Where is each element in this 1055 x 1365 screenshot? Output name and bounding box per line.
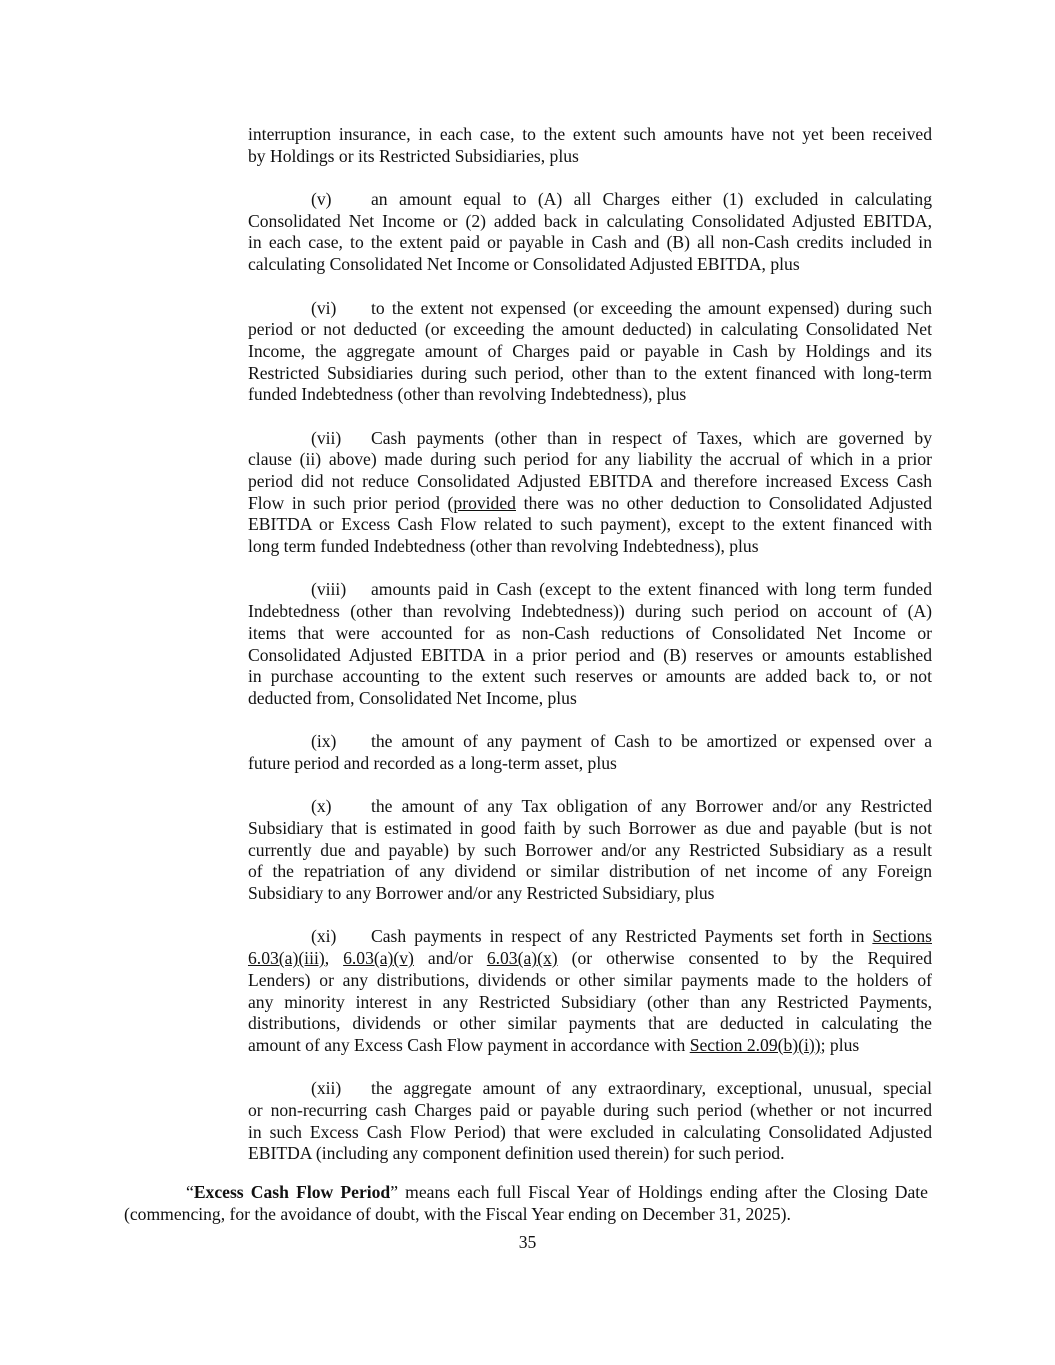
clause-paragraph bbox=[248, 298, 932, 406]
clause-number: (xi) bbox=[311, 926, 337, 947]
text-line bbox=[248, 818, 932, 840]
clause-number: (xii) bbox=[311, 1078, 342, 1099]
text-line bbox=[248, 363, 932, 385]
clause-number: (viii) bbox=[311, 579, 347, 600]
text-segment: the amount of any payment of Cash to be amortized or expensed over a bbox=[371, 731, 932, 752]
text-line bbox=[248, 840, 932, 862]
text-segment: , bbox=[324, 948, 344, 969]
text-line bbox=[248, 428, 932, 450]
text-segment: Subsidiary that is estimated in good faith by such Borrower as due and payable (but is not bbox=[248, 818, 932, 838]
text-line bbox=[248, 1143, 932, 1165]
text-segment: and/or bbox=[413, 948, 487, 969]
text-segment: there was no other deduction to Consolidated Adjusted bbox=[515, 492, 932, 513]
text-line bbox=[248, 254, 932, 276]
text-segment: of the repatriation of any dividend or similar distribution of net income of any Foreign bbox=[248, 861, 932, 882]
text-segment: deducted from, Consolidated Net Income, plus bbox=[248, 687, 577, 708]
text-line bbox=[248, 232, 932, 254]
text-segment: amounts paid in Cash (except to the extent financed with long term funded bbox=[371, 579, 932, 600]
cross-reference: 6.03(a)(iii) bbox=[248, 948, 325, 969]
text-line bbox=[248, 189, 932, 211]
text-segment: EBITDA (including any component definition used therein) for such period. bbox=[248, 1143, 785, 1164]
text-line bbox=[248, 1122, 932, 1144]
text-segment: period did not reduce Consolidated Adjusted EBITDA and therefore increased Excess Cash bbox=[248, 471, 932, 491]
clause-number: (x) bbox=[311, 796, 332, 817]
text-segment: in such Excess Cash Flow Period) that were excluded in calculating Consolidated Adjusted bbox=[248, 1121, 932, 1142]
text-segment: EBITDA or Excess Cash Flow related to such payment), except to the extent financed with bbox=[248, 514, 932, 535]
text-segment: amount of any Excess Cash Flow payment in accordance with bbox=[248, 1034, 690, 1055]
text-line bbox=[248, 970, 932, 992]
text-line bbox=[248, 384, 932, 406]
text-segment: ; plus bbox=[820, 1034, 860, 1055]
text-line bbox=[248, 449, 932, 471]
text-line bbox=[248, 753, 932, 775]
text-segment: long term funded Indebtedness (other than revolving Indebtedness), plus bbox=[248, 536, 759, 557]
clause-paragraph bbox=[248, 579, 932, 709]
cross-reference: Section 2.09(b)(i)) bbox=[689, 1034, 821, 1055]
clause-number: (v) bbox=[311, 189, 332, 210]
text-segment: an amount equal to (A) all Charges either (1) excluded in calculating bbox=[371, 189, 932, 210]
text-segment: the aggregate amount of any extraordinary, exceptional, unusual, special bbox=[371, 1078, 932, 1099]
text-segment: Restricted Subsidiaries during such period, other than to the extent financed with long-term bbox=[248, 362, 932, 383]
text-line bbox=[248, 319, 932, 341]
clause-paragraph bbox=[248, 189, 932, 276]
text-line bbox=[248, 146, 932, 168]
text-segment: the amount of any Tax obligation of any Borrower and/or any Restricted bbox=[371, 796, 932, 817]
clause-number: (ix) bbox=[311, 731, 337, 752]
text-line bbox=[248, 1100, 932, 1122]
defined-term: Excess Cash Flow Period bbox=[193, 1182, 391, 1202]
page-number: 35 bbox=[518, 1232, 537, 1252]
text-segment: calculating Consolidated Net Income or Consolidated Adjusted EBITDA, plus bbox=[248, 254, 800, 275]
text-line bbox=[248, 1078, 932, 1100]
text-line bbox=[248, 926, 932, 948]
definition-paragraph bbox=[124, 1182, 928, 1225]
text-segment: (commencing, for the avoidance of doubt, with the Fiscal Year ending on December 31, 2025). bbox=[124, 1203, 791, 1224]
text-segment: by Holdings or its Restricted Subsidiaries, plus bbox=[248, 145, 579, 166]
clause-paragraph bbox=[248, 1078, 932, 1165]
clause-paragraph bbox=[248, 428, 932, 558]
text-line bbox=[248, 883, 932, 905]
text-segment: Lenders) or any distributions, dividends or other similar payments made to the holders of bbox=[248, 969, 932, 990]
text-segment: Indebtedness (other than revolving Indebtedness)) during such period on account of (A) bbox=[248, 601, 932, 622]
text-segment: interruption insurance, in each case, to the extent such amounts have not yet been received bbox=[248, 124, 932, 144]
text-line bbox=[248, 861, 932, 883]
clause-paragraph bbox=[248, 796, 932, 904]
text-segment: ” means each full Fiscal Year of Holdings ending after the Closing Date bbox=[390, 1182, 928, 1202]
text-line bbox=[248, 493, 932, 515]
clause-paragraph bbox=[248, 926, 932, 1056]
text-line bbox=[248, 731, 932, 753]
text-line bbox=[248, 948, 932, 970]
text-line bbox=[248, 124, 932, 146]
clause-paragraph bbox=[248, 731, 932, 774]
text-segment: items that were accounted for as non-Cash reductions of Consolidated Net Income or bbox=[248, 622, 932, 643]
text-line bbox=[124, 1182, 928, 1204]
text-segment: to the extent not expensed (or exceeding the amount expensed) during such bbox=[371, 297, 932, 318]
text-segment: distributions, dividends or other similar payments that are deducted in calculating the bbox=[248, 1013, 932, 1034]
text-segment: in each case, to the extent paid or payable in Cash and (B) all non-Cash credits included in bbox=[248, 232, 932, 253]
text-segment: future period and recorded as a long-term asset, plus bbox=[248, 752, 617, 773]
text-segment: Cash payments (other than in respect of Taxes, which are governed by bbox=[371, 427, 932, 448]
document-body bbox=[248, 124, 932, 1187]
cross-reference: 6.03(a)(v) bbox=[343, 948, 414, 969]
clause-number: (vi) bbox=[311, 297, 337, 318]
text-segment: clause (ii) above) made during such period for any liability the accrual of which in a prior bbox=[248, 449, 932, 470]
text-line bbox=[248, 601, 932, 623]
text-line bbox=[248, 688, 932, 710]
text-line bbox=[248, 341, 932, 363]
text-segment: funded Indebtedness (other than revolving Indebtedness), plus bbox=[248, 384, 687, 405]
text-segment: currently due and payable) by such Borrower and/or any Restricted Subsidiary as a result bbox=[248, 839, 932, 860]
text-segment: Consolidated Adjusted EBITDA in a prior period and (B) reserves or amounts established bbox=[248, 644, 932, 665]
cross-reference: provided bbox=[453, 492, 516, 513]
clause-number: (vii) bbox=[311, 427, 342, 448]
text-segment: period or not deducted (or exceeding the amount deducted) in calculating Consolidated Net bbox=[248, 319, 932, 340]
text-line bbox=[248, 666, 932, 688]
text-segment: in purchase accounting to the extent such reserves or amounts are added back to, or not bbox=[248, 666, 932, 687]
text-segment: Cash payments in respect of any Restricted Payments set forth in bbox=[371, 926, 873, 947]
text-line bbox=[248, 536, 932, 558]
cross-reference: 6.03(a)(x) bbox=[486, 948, 558, 969]
text-line bbox=[248, 645, 932, 667]
text-line bbox=[248, 992, 932, 1014]
text-segment: any minority interest in any Restricted Subsidiary (other than any Restricted Payments, bbox=[248, 991, 932, 1012]
text-segment: Income, the aggregate amount of Charges paid or payable in Cash by Holdings and its bbox=[248, 340, 932, 361]
text-line bbox=[248, 1013, 932, 1035]
text-line bbox=[248, 471, 932, 493]
text-line bbox=[248, 211, 932, 233]
cross-reference: Sections bbox=[872, 926, 932, 947]
text-line bbox=[248, 514, 932, 536]
text-segment: Consolidated Net Income or (2) added back in calculating Consolidated Adjusted EBITDA, bbox=[248, 210, 932, 231]
text-line bbox=[248, 298, 932, 320]
text-line bbox=[124, 1204, 928, 1226]
text-segment: Flow in such prior period ( bbox=[248, 492, 454, 513]
text-line bbox=[248, 579, 932, 601]
text-segment: Subsidiary to any Borrower and/or any Restricted Subsidiary, plus bbox=[248, 883, 715, 904]
text-line bbox=[248, 1035, 932, 1057]
text-segment: “ bbox=[186, 1182, 194, 1202]
clause-paragraph bbox=[248, 124, 932, 167]
text-line bbox=[248, 623, 932, 645]
text-segment: or non-recurring cash Charges paid or payable during such period (whether or not incurred bbox=[248, 1099, 932, 1120]
text-segment: (or otherwise consented to by the Required bbox=[557, 948, 932, 969]
text-line bbox=[248, 796, 932, 818]
